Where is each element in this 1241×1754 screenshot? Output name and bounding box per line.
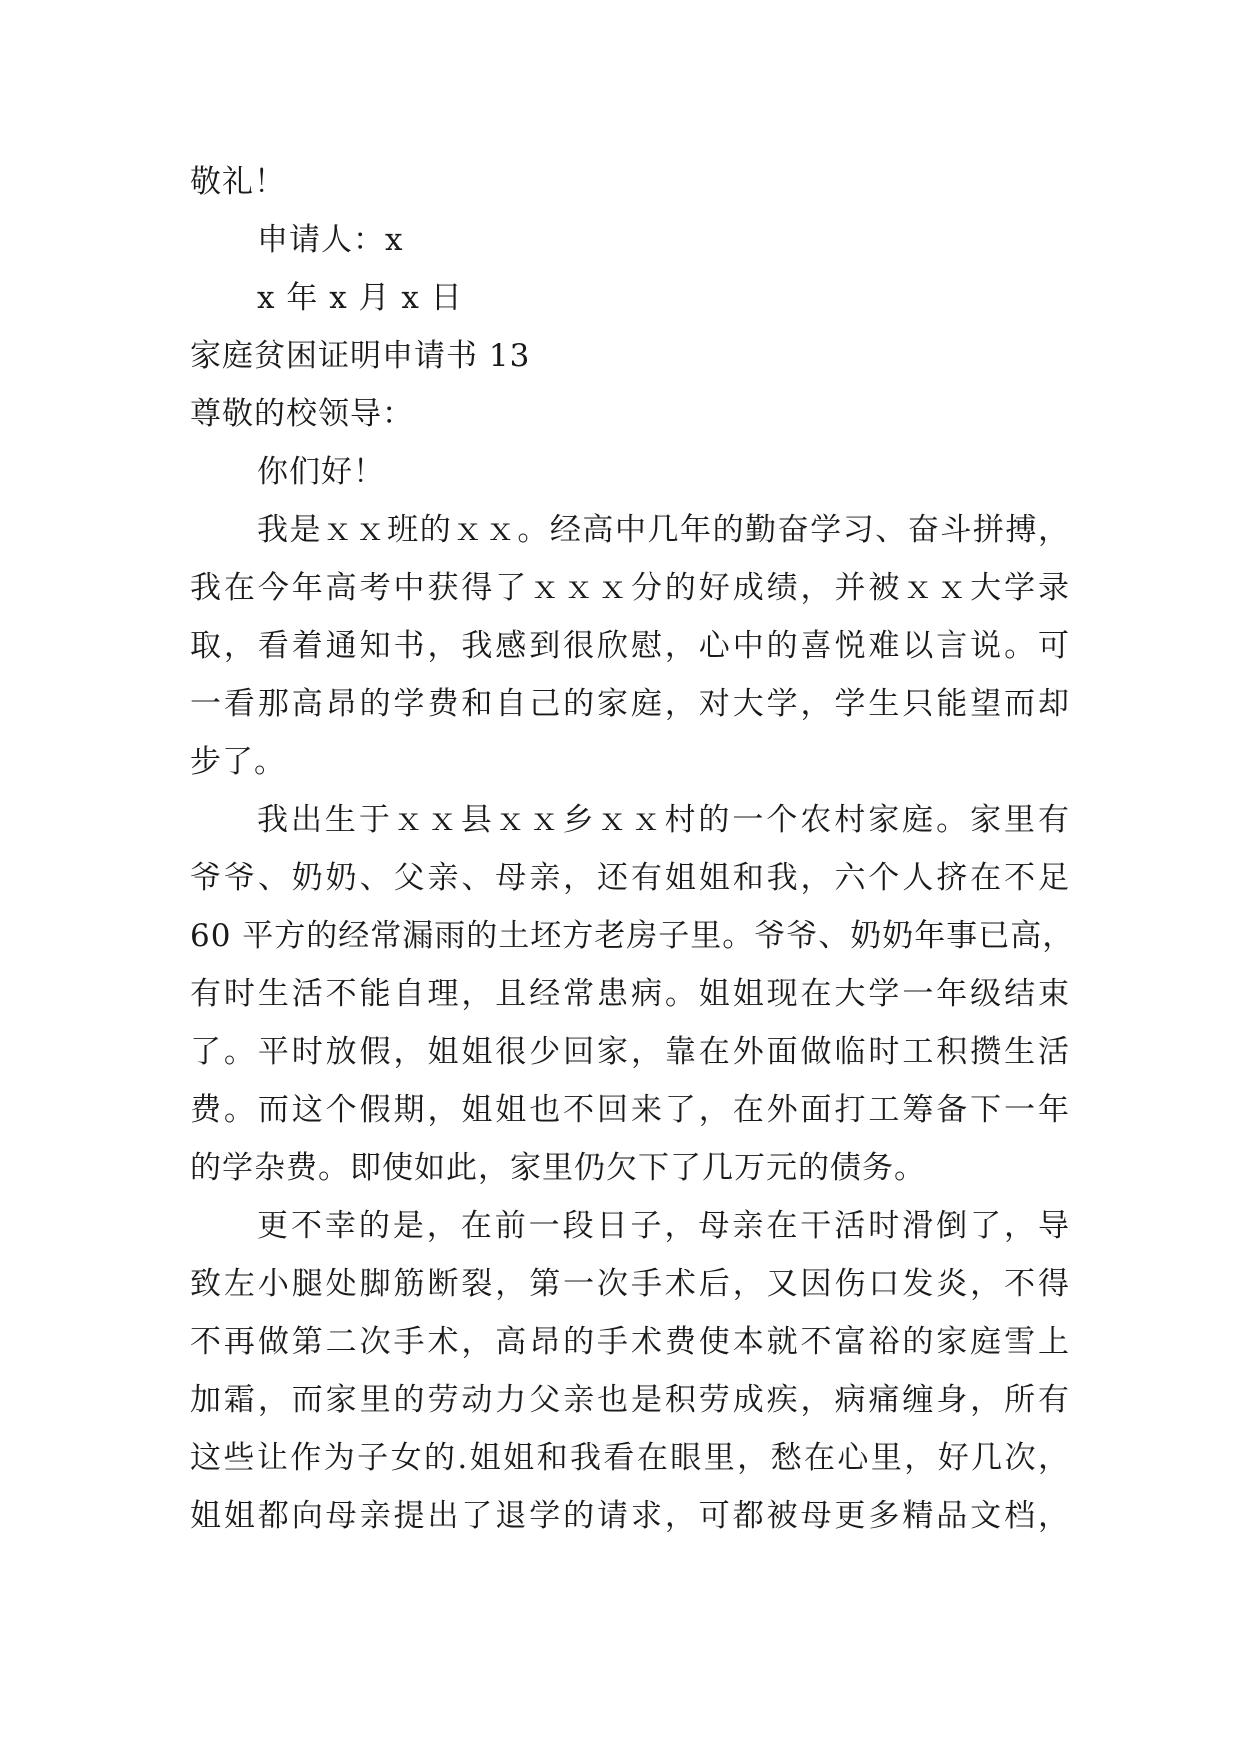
paragraph-line: 致左小腿处脚筋断裂，第一次手术后，又因伤口发炎，不得 xyxy=(190,1266,1070,1302)
paragraph-line: 加霜，而家里的劳动力父亲也是积劳成疾，病痛缠身，所有 xyxy=(190,1382,1070,1418)
closing-line: 敬礼！ xyxy=(190,164,286,200)
paragraph-1 xyxy=(190,501,1070,791)
paragraph-line: 有时生活不能自理，且经常患病。姐姐现在大学一年级结束 xyxy=(190,976,1070,1012)
paragraph-line: 姐姐都向母亲提出了退学的请求，可都被母更多精品文档， xyxy=(190,1498,1070,1534)
paragraph-3 xyxy=(190,1197,1070,1545)
paragraph-line: 取，看着通知书，我感到很欣慰，心中的喜悦难以言说。可 xyxy=(190,628,1070,664)
paragraph-line: 爷爷、奶奶、父亲、母亲，还有姐姐和我，六个人挤在不足 xyxy=(190,860,1070,896)
greeting-line: 你们好！ xyxy=(257,454,385,490)
paragraph-line: 我在今年高考中获得了ｘｘｘ分的好成绩，并被ｘｘ大学录 xyxy=(190,570,1070,606)
paragraph-line: 一看那高昂的学费和自己的家庭，对大学，学生只能望而却 xyxy=(190,686,1070,722)
paragraph-line: 我出生于ｘｘ县ｘｘ乡ｘｘ村的一个农村家庭。家里有 xyxy=(257,802,1070,838)
document-body xyxy=(190,153,1075,1545)
date-line: x 年 x 月 x 日 xyxy=(257,280,463,316)
paragraph-line: 费。而这个假期，姐姐也不回来了，在外面打工筹备下一年 xyxy=(190,1092,1070,1128)
paragraph-line: 步了。 xyxy=(190,744,286,780)
paragraph-2 xyxy=(190,791,1075,1197)
paragraph-line: 了。平时放假，姐姐很少回家，靠在外面做临时工积攒生活 xyxy=(190,1034,1070,1070)
paragraph-line: 不再做第二次手术，高昂的手术费使本就不富裕的家庭雪上 xyxy=(190,1324,1070,1360)
paragraph-line: 的学杂费。即使如此，家里仍欠下了几万元的债务。 xyxy=(190,1150,926,1186)
applicant-line: 申请人：x xyxy=(257,222,404,258)
paragraph-line: 这些让作为子女的.姐姐和我看在眼里，愁在心里，好几次， xyxy=(190,1440,1070,1476)
salutation-line: 尊敬的校领导： xyxy=(190,396,414,432)
paragraph-line: 我是ｘｘ班的ｘｘ。经高中几年的勤奋学习、奋斗拼搏， xyxy=(257,512,1070,548)
document-heading: 家庭贫困证明申请书 13 xyxy=(190,338,531,374)
paragraph-line: 60 平方的经常漏雨的土坯方老房子里。爷爷、奶奶年事已高， xyxy=(190,918,1075,954)
paragraph-line: 更不幸的是，在前一段日子，母亲在干活时滑倒了，导 xyxy=(257,1208,1070,1244)
